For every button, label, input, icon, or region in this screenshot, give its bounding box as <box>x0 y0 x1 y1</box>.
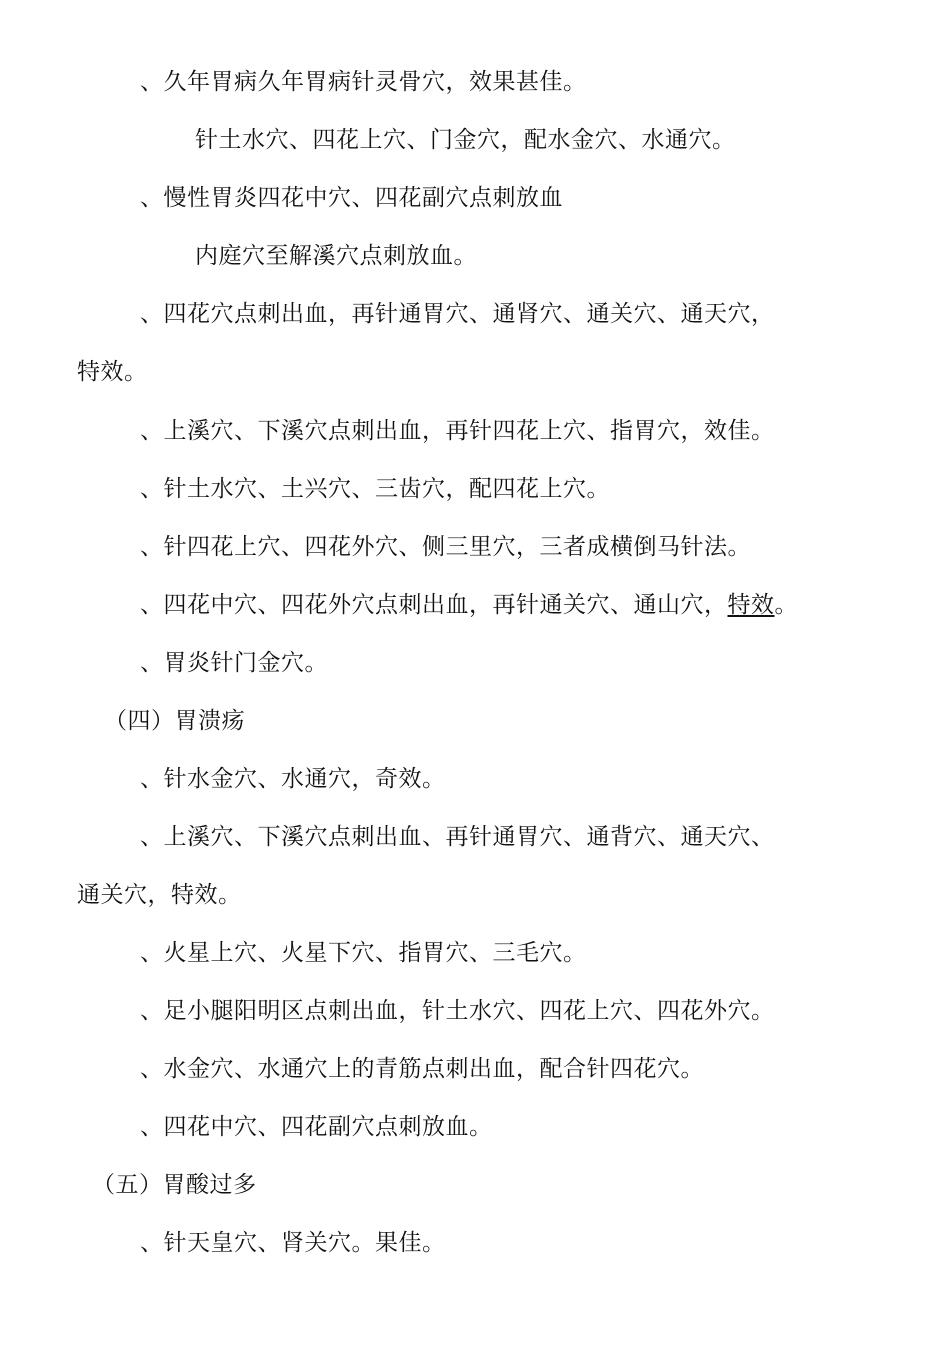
text-line-19: 、四花中穴、四花副穴点刺放血。 <box>140 1114 493 1140</box>
text-line-9: 、针四花上穴、四花外穴、侧三里穴，三者成横倒马针法。 <box>140 534 751 560</box>
underlined-text: 特效 <box>727 592 775 618</box>
section-heading-4: （四）胃溃疡 <box>104 708 245 734</box>
section-heading-5: （五）胃酸过多 <box>92 1172 257 1198</box>
text-line-10 <box>140 590 798 620</box>
text-line-5: 、四花穴点刺出血，再针通胃穴、通肾穴、通关穴、通天穴， <box>140 301 775 327</box>
text-line-1: 、久年胃病久年胃病针灵骨穴，效果甚佳。 <box>140 69 587 95</box>
text-line-17: 、足小腿阳明区点刺出血，针土水穴、四花上穴、四花外穴。 <box>140 998 775 1024</box>
text-line-2: 针土水穴、四花上穴、门金穴，配水金穴、水通穴。 <box>195 127 736 153</box>
text-line-21: 、针天皇穴、肾关穴。果佳。 <box>140 1230 446 1256</box>
text-line-7: 、上溪穴、下溪穴点刺出血，再针四花上穴、指胃穴，效佳。 <box>140 418 775 444</box>
text-line-3: 、慢性胃炎四花中穴、四花副穴点刺放血 <box>140 185 563 211</box>
text-line-14: 、上溪穴、下溪穴点刺出血、再针通胃穴、通背穴、通天穴、 <box>140 824 775 850</box>
text-line-13: 、针水金穴、水通穴，奇效。 <box>140 766 446 792</box>
text-line-6: 特效。 <box>77 359 148 385</box>
text-line-16: 、火星上穴、火星下穴、指胃穴、三毛穴。 <box>140 940 587 966</box>
text-line-10-main: 、四花中穴、四花外穴点刺出血，再针通关穴、通山穴， <box>140 592 728 618</box>
text-line-18: 、水金穴、水通穴上的青筋点刺出血，配合针四花穴。 <box>140 1056 704 1082</box>
text-line-11: 、胃炎针门金穴。 <box>140 650 328 676</box>
text-line-4: 内庭穴至解溪穴点刺放血。 <box>195 243 477 269</box>
text-line-8: 、针土水穴、土兴穴、三齿穴，配四花上穴。 <box>140 476 610 502</box>
text-line-15: 通关穴，特效。 <box>77 882 242 908</box>
text-line-10-end: 。 <box>774 592 798 618</box>
